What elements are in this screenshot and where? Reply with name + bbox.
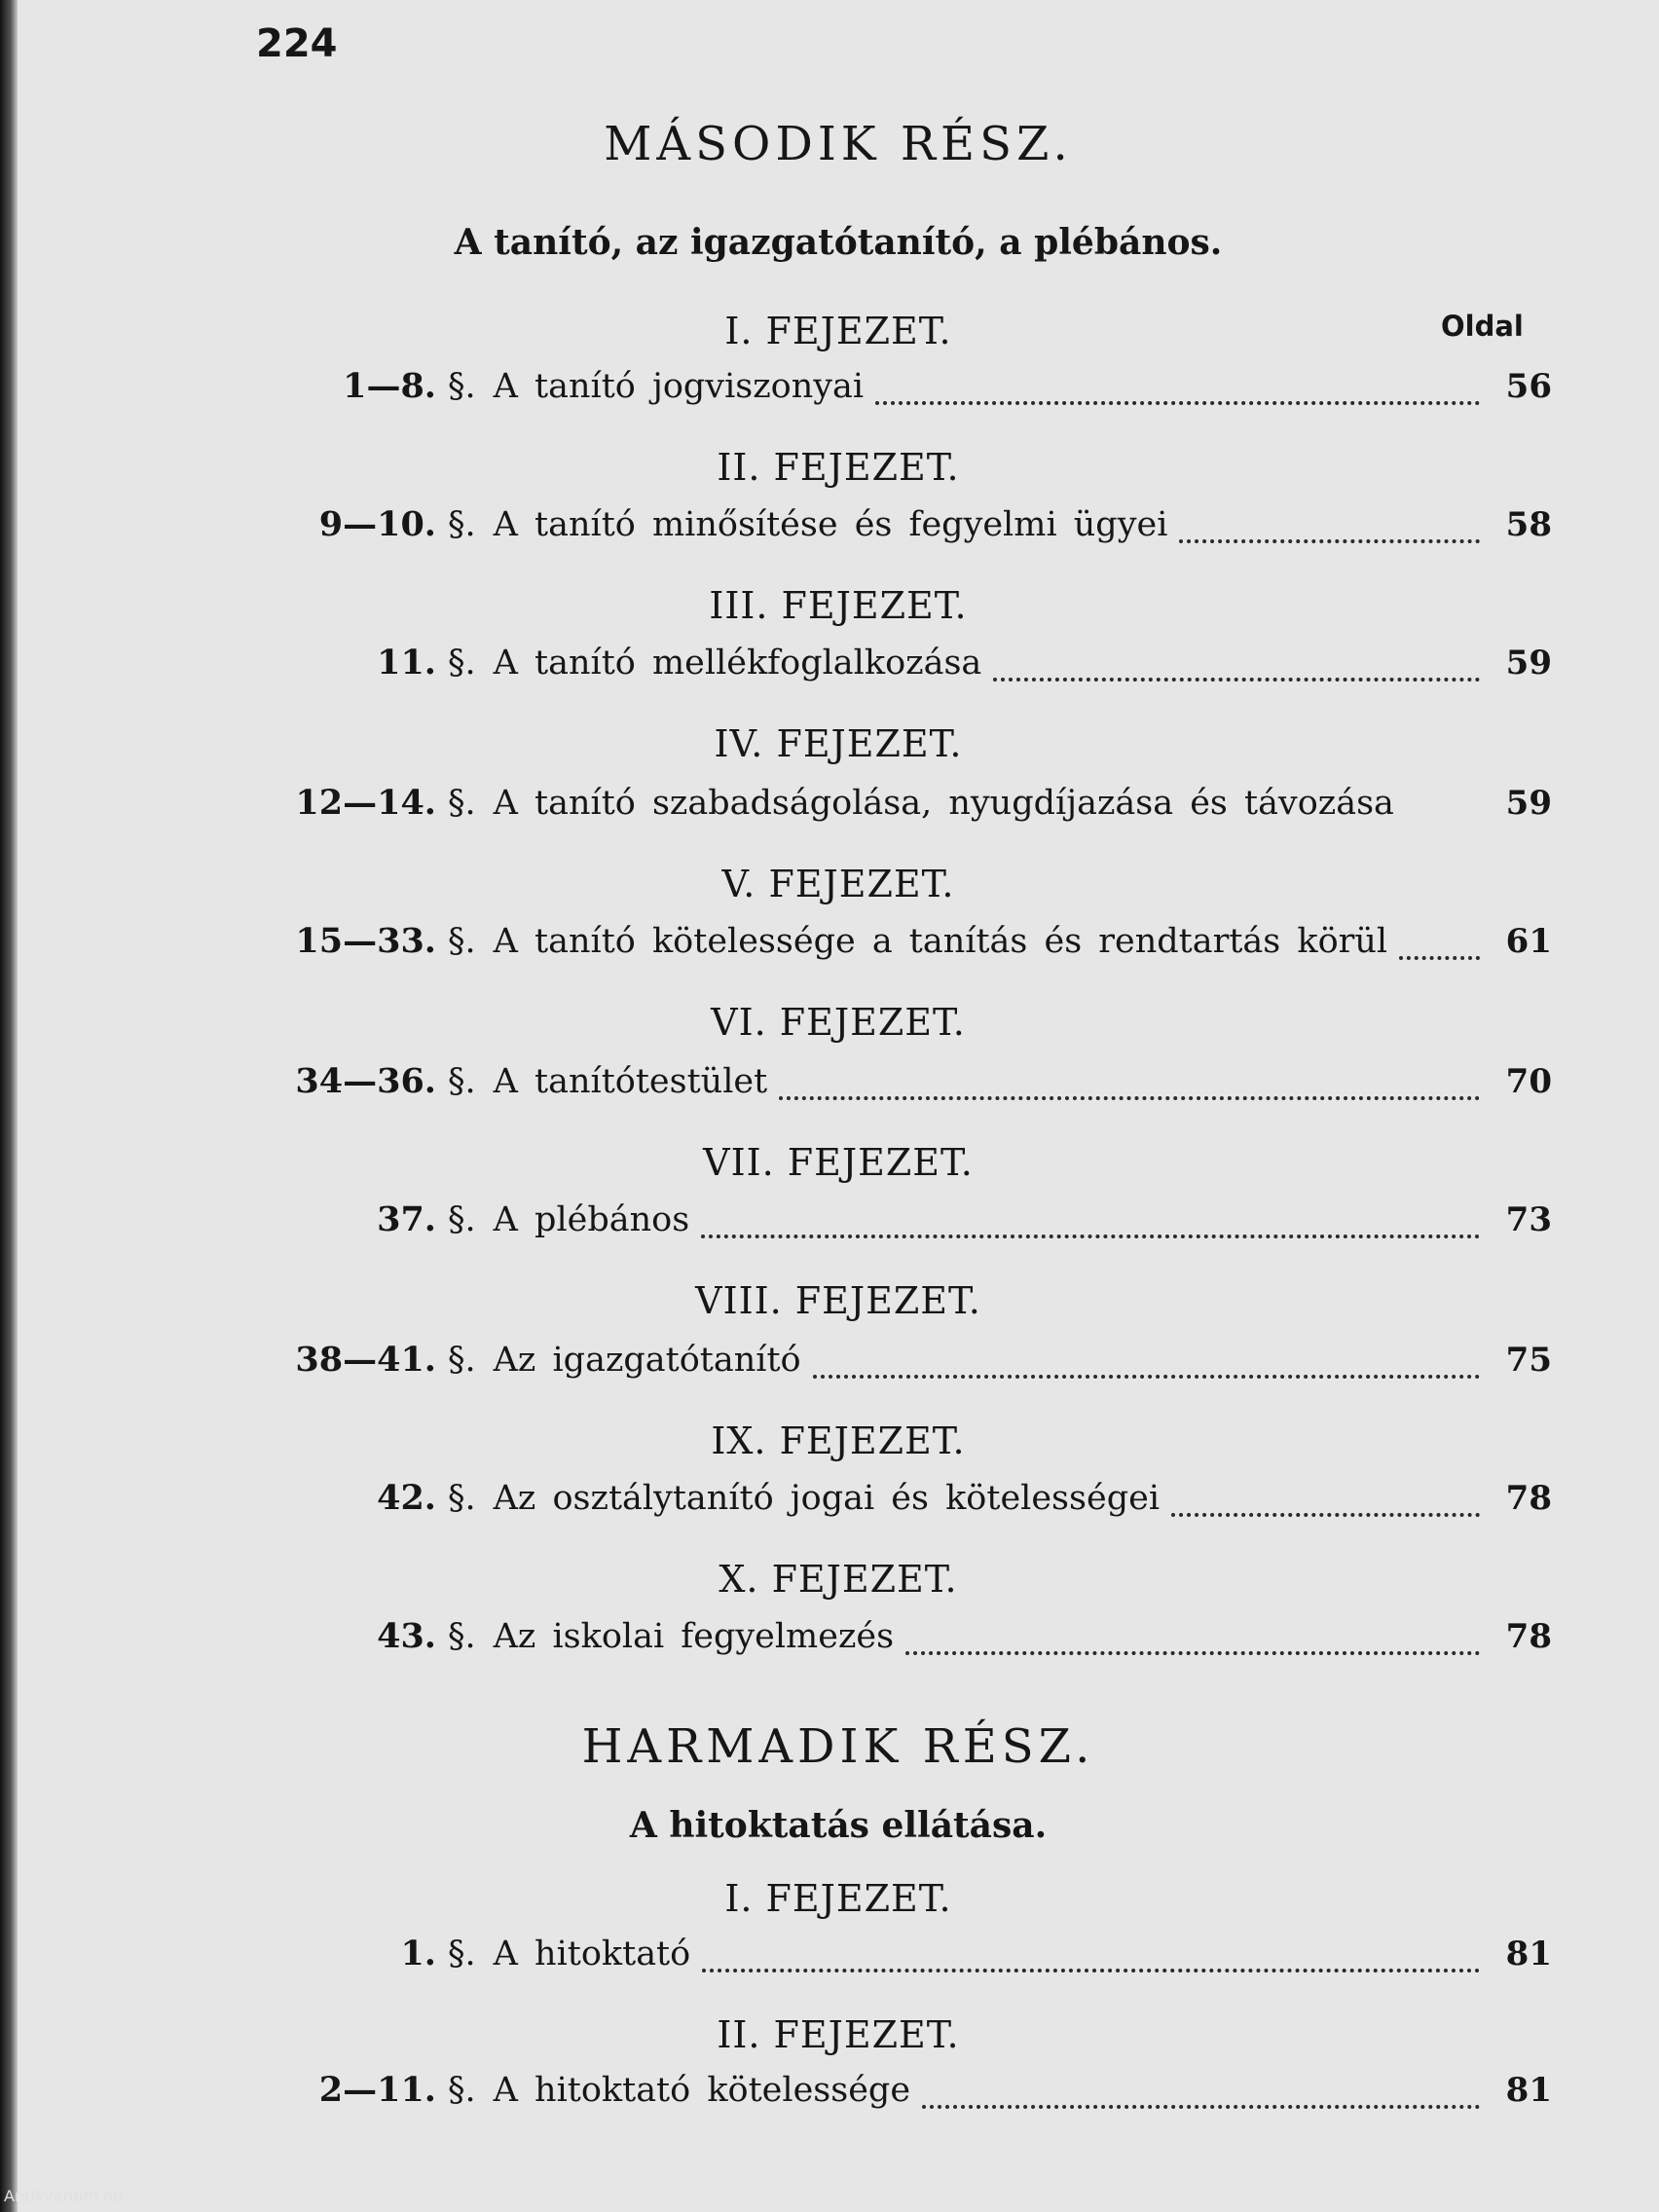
toc-entry[interactable] <box>173 1061 1552 1116</box>
entry-title: A tanító szabadságolása, nyugdíjazása és távozása <box>493 784 1394 823</box>
toc-entry[interactable] <box>173 366 1552 421</box>
toc-entry[interactable] <box>173 783 1552 837</box>
paragraph-sign: §. <box>448 1341 476 1380</box>
paragraph-sign: §. <box>448 1200 476 1239</box>
paragraph-sign: §. <box>448 644 476 682</box>
page-reference: 81 <box>1505 2071 1552 2110</box>
entry-title: A tanító minősítése és fegyelmi ügyei <box>493 505 1168 544</box>
paragraph-sign: §. <box>448 1062 476 1101</box>
dot-leader <box>922 2105 1480 2109</box>
toc-entry[interactable] <box>173 643 1552 697</box>
entry-title: A tanító mellékfoglalkozása <box>493 644 982 682</box>
section-number: 12—14. <box>295 783 436 823</box>
entry-title: A plébános <box>493 1200 690 1239</box>
chapter-heading: X. FEJEZET. <box>719 1558 958 1601</box>
entry-title: A hitoktató <box>493 1935 691 1973</box>
watermark: Antikvarium.hu <box>4 2187 124 2205</box>
entry-title: Az osztálytanító jogai és kötelességei <box>493 1479 1161 1518</box>
oldal-column-label: Oldal <box>1441 310 1524 343</box>
part-subtitle-masodik: A tanító, az igazgatótanító, a plébános. <box>454 222 1223 263</box>
dot-leader <box>993 678 1480 682</box>
entry-title: A tanítótestület <box>493 1062 768 1101</box>
dot-leader <box>875 401 1480 405</box>
chapter-heading: VI. FEJEZET. <box>711 1001 966 1044</box>
page-reference: 73 <box>1505 1200 1552 1239</box>
section-number: 1. <box>400 1934 436 1973</box>
section-number: 34—36. <box>295 1061 436 1101</box>
chapter-heading: III. FEJEZET. <box>709 584 968 627</box>
dot-leader <box>702 1969 1480 1972</box>
chapter-heading: II. FEJEZET. <box>717 446 960 489</box>
section-number: 15—33. <box>295 921 436 961</box>
chapter-heading: IX. FEJEZET. <box>711 1419 966 1462</box>
chapter-heading: VII. FEJEZET. <box>703 1141 974 1184</box>
entry-title: Az iskolai fegyelmezés <box>493 1617 895 1656</box>
entry-title: A hitoktató kötelessége <box>493 2071 911 2110</box>
page-reference: 59 <box>1505 784 1552 823</box>
paragraph-sign: §. <box>448 784 476 823</box>
chapter-heading: IV. FEJEZET. <box>714 722 963 765</box>
page-reference: 78 <box>1505 1617 1552 1656</box>
chapter-heading: I. FEJEZET. <box>724 1877 952 1920</box>
section-number: 2—11. <box>318 2070 436 2110</box>
toc-entry[interactable] <box>173 921 1552 976</box>
part-subtitle-harmadik: A hitoktatás ellátása. <box>629 1805 1048 1846</box>
paragraph-sign: §. <box>448 505 476 544</box>
chapter-heading: I. FEJEZET. <box>724 310 952 352</box>
page-reference: 75 <box>1505 1341 1552 1380</box>
dot-leader <box>813 1375 1480 1379</box>
page-reference: 61 <box>1505 922 1552 961</box>
toc-entry[interactable] <box>173 1199 1552 1254</box>
toc-entry[interactable] <box>173 504 1552 559</box>
toc-entry[interactable] <box>173 1478 1552 1532</box>
toc-entry[interactable] <box>173 1340 1552 1394</box>
dot-leader <box>779 1096 1480 1100</box>
paragraph-sign: §. <box>448 1935 476 1973</box>
entry-title: A tanító kötelessége a tanítás és rendtartás körül <box>493 922 1388 961</box>
toc-entry[interactable] <box>173 1616 1552 1671</box>
dot-leader <box>1179 539 1480 543</box>
dot-leader <box>1406 818 1480 822</box>
section-number: 38—41. <box>295 1340 436 1380</box>
page-reference: 78 <box>1505 1479 1552 1518</box>
page-reference: 59 <box>1505 644 1552 682</box>
section-number: 11. <box>377 643 436 682</box>
section-number: 42. <box>377 1478 436 1518</box>
toc-entry[interactable] <box>173 2070 1552 2124</box>
dot-leader <box>701 1235 1480 1238</box>
page-reference: 56 <box>1505 367 1552 406</box>
dot-leader <box>1171 1513 1480 1517</box>
entry-title: Az igazgatótanító <box>493 1341 801 1380</box>
part-title-harmadik: HARMADIK RÉSZ. <box>581 1719 1095 1774</box>
paragraph-sign: §. <box>448 367 476 406</box>
dot-leader <box>905 1651 1480 1655</box>
chapter-heading: V. FEJEZET. <box>721 863 955 905</box>
page-reference: 70 <box>1505 1062 1552 1101</box>
section-number: 9—10. <box>318 504 436 544</box>
page-reference: 81 <box>1505 1935 1552 1973</box>
paragraph-sign: §. <box>448 1479 476 1518</box>
section-number: 37. <box>377 1199 436 1239</box>
book-page <box>18 0 1659 2212</box>
toc-entry[interactable] <box>173 1934 1552 1988</box>
chapter-heading: II. FEJEZET. <box>717 2013 960 2056</box>
entry-title: A tanító jogviszonyai <box>493 367 865 406</box>
paragraph-sign: §. <box>448 922 476 961</box>
dot-leader <box>1399 956 1480 960</box>
page-reference: 58 <box>1505 505 1552 544</box>
section-number: 43. <box>377 1616 436 1656</box>
section-number: 1—8. <box>343 366 436 406</box>
book-spine-edge <box>0 0 18 2212</box>
part-title-masodik: MÁSODIK RÉSZ. <box>604 117 1073 171</box>
page-number: 224 <box>256 21 338 66</box>
paragraph-sign: §. <box>448 2071 476 2110</box>
paragraph-sign: §. <box>448 1617 476 1656</box>
chapter-heading: VIII. FEJEZET. <box>695 1279 981 1322</box>
